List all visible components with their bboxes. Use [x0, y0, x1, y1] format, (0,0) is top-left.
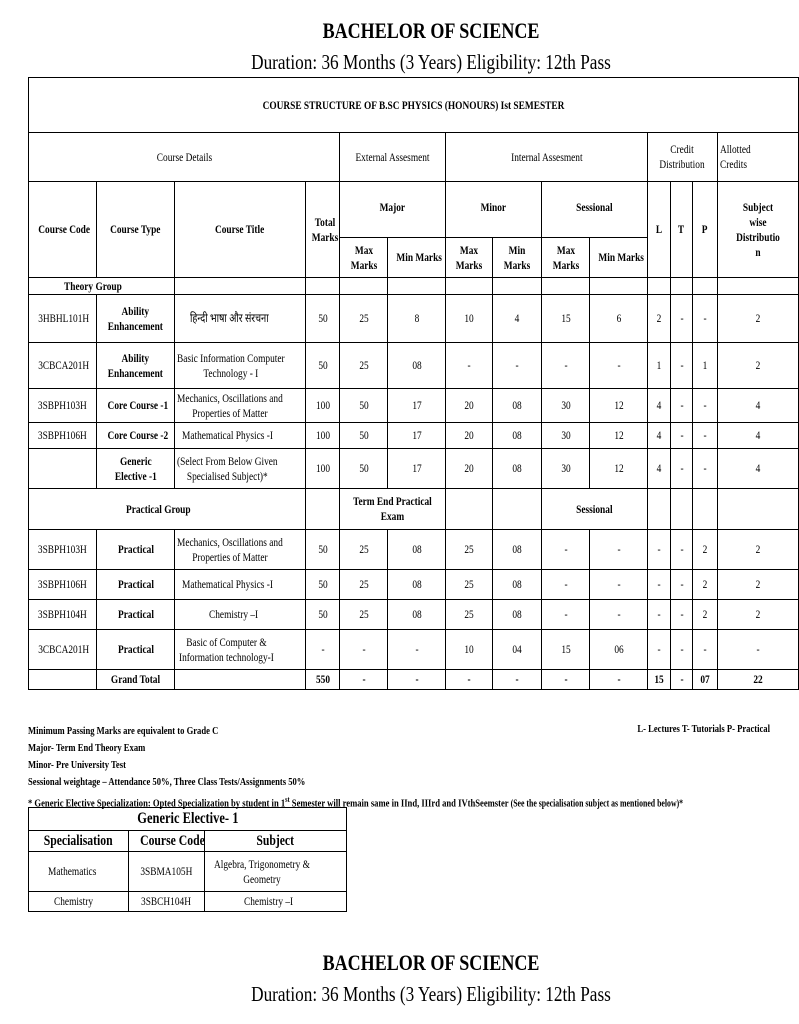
table-row: Generic Elective -1 (Select From Below Given Specialised Subject)* 100 50 17 20 08 30 12 4 - - 4 [29, 449, 799, 489]
col-minor-max: Max Marks [446, 238, 493, 278]
course-title: Basic of Computer & Information technology-I [175, 630, 306, 670]
col-subject-wise: Subject wise Distributio n [718, 182, 799, 278]
term-end-practical-header: Term End Practical Exam [340, 489, 446, 530]
list-item [29, 892, 347, 912]
note-minor: Minor- Pre University Test [28, 759, 126, 771]
col-major-max: Max Marks [340, 238, 388, 278]
list-item [29, 852, 347, 892]
col-p: P [693, 182, 718, 278]
col-total-marks: Total Marks [306, 182, 340, 278]
course-title: Chemistry –I [175, 600, 306, 630]
course-type: Ability Enhancement [97, 343, 175, 389]
course-title: Mathematical Physics -I [175, 570, 306, 600]
generic-elective-title: Generic Elective- 1 [29, 808, 347, 831]
ge-course-code: 3SBCH104H [129, 892, 205, 912]
table-row: 3CBCA201H Practical Basic of Computer & Information technology-I - - - 10 04 15 06 - - - - [29, 630, 799, 670]
ge-course-code: 3SBMA105H [129, 852, 205, 892]
course-type: Practical [97, 570, 175, 600]
ltp-legend: L- Lectures T- Tutorials P- Practical [637, 723, 770, 735]
course-code: 3SBPH104H [29, 600, 97, 630]
next-page-title: BACHELOR OF SCIENCE [322, 950, 540, 975]
grand-total-label: Grand Total [97, 670, 175, 690]
course-title: Mechanics, Oscillations and Properties of Matter [175, 389, 306, 423]
course-type: Practical [97, 530, 175, 570]
course-code: 3HBHL101H [29, 295, 97, 343]
ge-col-course-code: Course Code [129, 831, 205, 852]
practical-sessional-header: Sessional [542, 489, 648, 530]
note-major: Major- Term End Theory Exam [28, 742, 146, 754]
table-row: 3HBHL101H Ability Enhancement हिन्दी भाषा और संरचना 50 25 8 10 4 15 6 2 - - 2 [29, 295, 799, 343]
col-course-title: Course Title [175, 182, 306, 278]
course-title: हिन्दी भाषा और संरचना [175, 295, 306, 343]
page-title: BACHELOR OF SCIENCE [322, 18, 540, 43]
col-course-code: Course Code [29, 182, 97, 278]
theory-group-label: Theory Group [29, 278, 175, 295]
course-type: Practical [97, 600, 175, 630]
table-row: 3SBPH106H Core Course -2 Mathematical Physics -I 100 50 17 20 08 30 12 4 - - 4 [29, 423, 799, 449]
note-sessional: Sessional weightage – Attendance 50%, Three Class Tests/Assignments 50% [28, 776, 306, 788]
course-type: Core Course -1 [97, 389, 175, 423]
course-code: 3SBPH106H [29, 570, 97, 600]
course-details-header: Course Details [29, 133, 340, 182]
grand-total-credits: 22 [718, 670, 799, 690]
ge-subject: Chemistry –I [205, 892, 347, 912]
grand-total-l: 15 [648, 670, 671, 690]
credit-distribution-header: Credit Distribution [648, 133, 718, 182]
course-code: 3SBPH106H [29, 423, 97, 449]
col-major-min: Min Marks [388, 238, 446, 278]
external-assessment-header: External Assesment [340, 133, 446, 182]
course-code: 3CBCA201H [29, 630, 97, 670]
col-minor-min: Min Marks [493, 238, 542, 278]
table-row: 3SBPH104H Practical Chemistry –I 50 25 08 25 08 - - - - 2 2 [29, 600, 799, 630]
col-sessional-min: Min Marks [590, 238, 648, 278]
col-sessional: Sessional [542, 182, 648, 238]
col-course-type: Course Type [97, 182, 175, 278]
ge-col-specialisation: Specialisation [29, 831, 129, 852]
course-type: Core Course -2 [97, 423, 175, 449]
course-title: Basic Information Computer Technology - I [175, 343, 306, 389]
course-code: 3SBPH103H [29, 530, 97, 570]
course-title: Mechanics, Oscillations and Properties of Matter [175, 530, 306, 570]
ge-col-subject: Subject [205, 831, 347, 852]
ge-specialisation: Mathematics [29, 852, 129, 892]
course-type: Ability Enhancement [97, 295, 175, 343]
grand-total-p: 07 [693, 670, 718, 690]
course-type: Generic Elective -1 [97, 449, 175, 489]
generic-elective-table [28, 807, 347, 912]
col-sessional-max: Max Marks [542, 238, 590, 278]
internal-assessment-header: Internal Assesment [446, 133, 648, 182]
grand-total-marks: 550 [306, 670, 340, 690]
ge-subject: Algebra, Trigonometry & Geometry [205, 852, 347, 892]
col-l: L [648, 182, 671, 278]
table-caption: COURSE STRUCTURE OF B.SC PHYSICS (HONOURS) Ist SEMESTER [29, 78, 799, 133]
course-type: Practical [97, 630, 175, 670]
page-subtitle: Duration: 36 Months (3 Years) Eligibility: 12th Pass [251, 50, 611, 74]
note-passing-marks: Minimum Passing Marks are equivalent to Grade C [28, 725, 219, 737]
table-row: 3CBCA201H Ability Enhancement Basic Information Computer Technology - I 50 25 08 - - - - 1 - 1 2 [29, 343, 799, 389]
grand-total-row: Grand Total 550 - - - - - - 15 - 07 22 [29, 670, 799, 690]
course-code: 3CBCA201H [29, 343, 97, 389]
notes-block [28, 723, 683, 813]
table-row: 3SBPH103H Practical Mechanics, Oscillations and Properties of Matter 50 25 08 25 08 - - - - 2 2 [29, 530, 799, 570]
grand-total-t: - [671, 670, 693, 690]
note-generic-elective: * Generic Elective Specialization: Opted Specialization by student in 1st Semester will remain same in IInd, IIIrd and IVthSeemster (See the specialisation subject as mentioned below)* [28, 795, 684, 810]
practical-group-label: Practical Group [29, 489, 306, 530]
allotted-credits-header: Allotted Credits [718, 133, 799, 182]
col-t: T [671, 182, 693, 278]
table-row: 3SBPH106H Practical Mathematical Physics -I 50 25 08 25 08 - - - - 2 2 [29, 570, 799, 600]
col-minor: Minor [446, 182, 542, 238]
ge-specialisation: Chemistry [29, 892, 129, 912]
course-title: Mathematical Physics -I [175, 423, 306, 449]
next-page-subtitle: Duration: 36 Months (3 Years) Eligibility: 12th Pass [251, 982, 611, 1006]
table-row: 3SBPH103H Core Course -1 Mechanics, Oscillations and Properties of Matter 100 50 17 20 08 30 12 4 - - 4 [29, 389, 799, 423]
course-code: 3SBPH103H [29, 389, 97, 423]
course-code [29, 449, 97, 489]
col-major: Major [340, 182, 446, 238]
course-structure-table [28, 77, 799, 690]
course-title: (Select From Below Given Specialised Subject)* [175, 449, 306, 489]
